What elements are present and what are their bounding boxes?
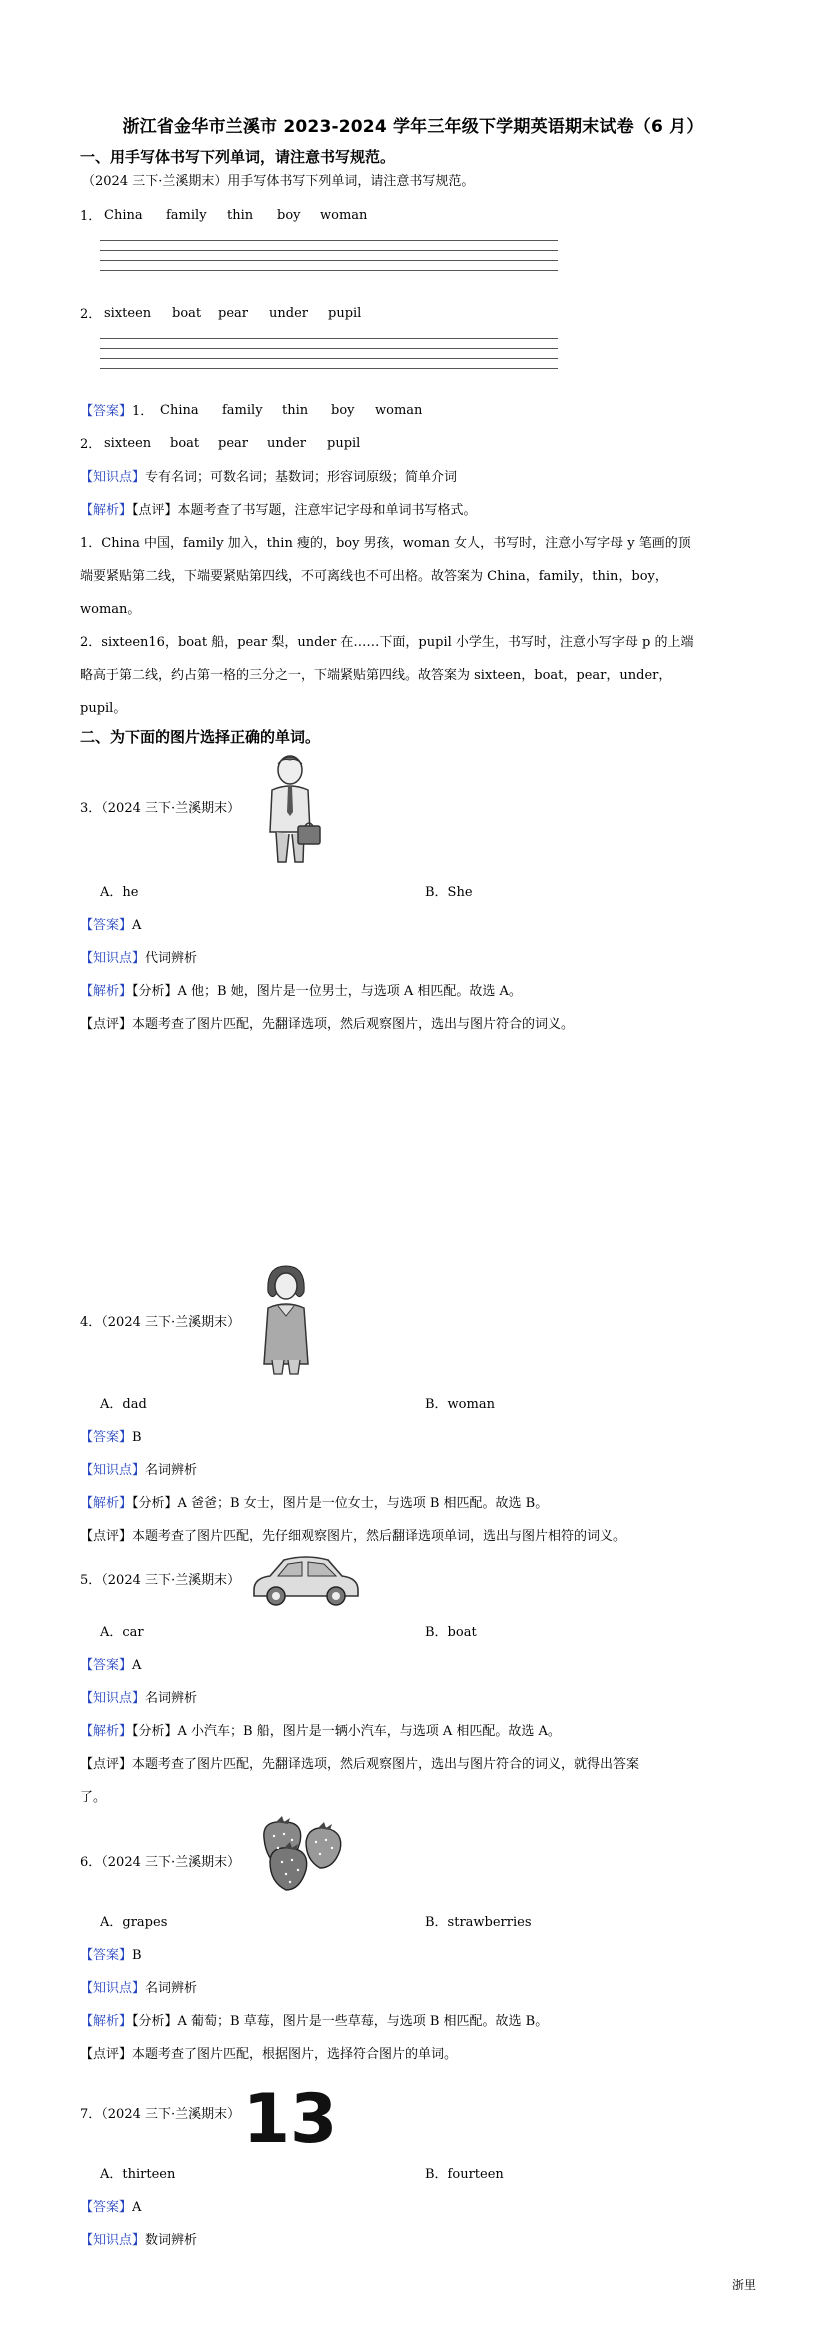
question-3-answer xyxy=(80,917,141,935)
question-6-analysis xyxy=(80,2013,548,2031)
analysis-tag: 【解析】 xyxy=(80,984,133,999)
question-3-option-b[interactable]: B．She xyxy=(425,885,473,900)
knowledge-tag: 【知识点】 xyxy=(80,1981,146,1996)
question-7-answer xyxy=(80,2199,141,2217)
answer-word: boat xyxy=(170,436,200,451)
question-7-number: 7．（2024 三下·兰溪期末） xyxy=(80,2107,241,2122)
analysis-text: 【点评】本题考查了书写题，注意牢记字母和单词书写格式。 xyxy=(132,503,477,518)
question-3-option-a[interactable]: A．he xyxy=(100,885,139,900)
analysis-tag: 【解析】 xyxy=(80,2014,133,2029)
question-5-answer xyxy=(80,1657,141,1675)
question-7-option-a[interactable]: A．thirteen xyxy=(100,2167,176,2182)
page-title: 浙江省金华市兰溪市 2023-2024 学年三年级下学期英语期末试卷（6 月） xyxy=(122,117,704,137)
answer-tag: 【答案】 xyxy=(80,1948,133,1963)
question-3-knowledge xyxy=(80,950,197,968)
car-image xyxy=(250,1552,362,1608)
q1-word: woman xyxy=(320,208,368,223)
answer-word: China xyxy=(160,403,199,418)
analysis-text: 【分析】A 小汽车；B 船，图片是一辆小汽车，与选项 A 相匹配。故选 A。 xyxy=(132,1724,561,1739)
explain-line: 略高于第二线，约占第一格的三分之一，下端紧贴第四线。故答案为 sixteen，boat，pear，under， xyxy=(80,668,672,683)
knowledge-tag: 【知识点】 xyxy=(80,1691,146,1706)
q2-number: 2． xyxy=(80,307,102,322)
knowledge-tag: 【知识点】 xyxy=(80,470,146,485)
answer-word: boy xyxy=(331,403,355,418)
answer-word: under xyxy=(267,436,306,451)
question-4-answer xyxy=(80,1429,142,1447)
knowledge-tag: 【知识点】 xyxy=(80,1463,146,1478)
question-6-answer xyxy=(80,1947,142,1965)
q1-word: family xyxy=(166,208,207,223)
question-7-option-b[interactable]: B．fourteen xyxy=(425,2167,504,2182)
knowledge-text: 名词辨析 xyxy=(145,1463,198,1478)
handwriting-lines-2[interactable] xyxy=(100,338,558,378)
answer-value: A xyxy=(132,2200,142,2215)
question-6-knowledge xyxy=(80,1980,197,1998)
question-5-analysis xyxy=(80,1723,561,1741)
question-5-number: 5．（2024 三下·兰溪期末） xyxy=(80,1573,241,1588)
explain-line: 1．China 中国，family 加入，thin 瘦的，boy 男孩，woman 女人，书写时，注意小写字母 y 笔画的顶 xyxy=(80,536,691,551)
analysis-tag: 【解析】 xyxy=(80,1496,133,1511)
answer-value: B xyxy=(132,1948,142,1963)
explain-line: woman。 xyxy=(80,602,141,617)
knowledge-text: 数词辨析 xyxy=(145,2233,198,2248)
question-4-option-b[interactable]: B．woman xyxy=(425,1397,495,1412)
strawberries-image xyxy=(258,1816,348,1894)
answer-tag: 【答案】 xyxy=(80,918,133,933)
question-4-knowledge xyxy=(80,1462,197,1480)
question-3-number: 3．（2024 三下·兰溪期末） xyxy=(80,801,241,816)
answer-row-1 xyxy=(80,403,153,421)
q1-word: thin xyxy=(227,208,254,223)
answer-word: thin xyxy=(282,403,309,418)
knowledge-text: 代词辨析 xyxy=(145,951,198,966)
question-6-number: 6．（2024 三下·兰溪期末） xyxy=(80,1855,241,1870)
q2-word: pupil xyxy=(328,306,362,321)
question-4-comment: 【点评】本题考查了图片匹配，先仔细观察图片，然后翻译选项单词，选出与图片相符的词义。 xyxy=(80,1529,627,1544)
explain-line: pupil。 xyxy=(80,701,127,716)
answer-word: pear xyxy=(218,436,248,451)
explain-line: 端要紧贴第二线，下端要紧贴第四线，不可离线也不可出格。故答案为 China，family，thin，boy， xyxy=(80,569,668,584)
knowledge-text: 名词辨析 xyxy=(145,1691,198,1706)
answer-word: family xyxy=(222,403,263,418)
answer-tag: 【答案】 xyxy=(80,1658,133,1673)
q2-word: sixteen xyxy=(104,306,152,321)
answer-value: B xyxy=(132,1430,142,1445)
answer-number: 2． xyxy=(80,437,102,452)
knowledge-text: 专有名词；可数名词；基数词；形容词原级；简单介词 xyxy=(145,470,458,485)
question-5-option-b[interactable]: B．boat xyxy=(425,1625,477,1640)
section-1-source: （2024 三下·兰溪期末）用手写体书写下列单词，请注意书写规范。 xyxy=(82,174,475,189)
section-1-heading: 一、用手写体书写下列单词，请注意书写规范。 xyxy=(80,148,396,166)
question-6-option-a[interactable]: A．grapes xyxy=(100,1915,168,1930)
question-4-option-a[interactable]: A．dad xyxy=(100,1397,147,1412)
q1-number: 1． xyxy=(80,209,102,224)
number-13-image xyxy=(242,2070,338,2159)
answer-value: A xyxy=(132,1658,142,1673)
section-2-heading: 二、为下面的图片选择正确的单词。 xyxy=(80,728,321,746)
answer-word: pupil xyxy=(327,436,361,451)
analysis-text: 【分析】A 葡萄；B 草莓，图片是一些草莓，与选项 B 相匹配。故选 B。 xyxy=(132,2014,549,2029)
number-13-text: 13 xyxy=(242,2080,338,2159)
explain-line: 2．sixteen16，boat 船，pear 梨，under 在……下面，pupil 小学生，书写时，注意小写字母 p 的上端 xyxy=(80,635,694,650)
answer-word: sixteen xyxy=(104,436,152,451)
analysis-text: 【分析】A 他；B 她，图片是一位男士，与选项 A 相匹配。故选 A。 xyxy=(132,984,522,999)
analysis-text: 【分析】A 爸爸；B 女士，图片是一位女士，与选项 B 相匹配。故选 B。 xyxy=(132,1496,549,1511)
question-5-comment-cont: 了。 xyxy=(80,1790,107,1805)
answer-tag: 【答案】 xyxy=(80,1430,133,1445)
knowledge-text: 名词辨析 xyxy=(145,1981,198,1996)
answer-number: 1． xyxy=(132,404,154,419)
question-3-analysis xyxy=(80,983,522,1001)
q1-word: boy xyxy=(277,208,301,223)
analysis-row xyxy=(80,502,477,520)
knowledge-tag: 【知识点】 xyxy=(80,2233,146,2248)
answer-tag: 【答案】 xyxy=(80,404,133,419)
question-6-option-b[interactable]: B．strawberries xyxy=(425,1915,532,1930)
question-6-comment: 【点评】本题考查了图片匹配，根据图片，选择符合图片的单词。 xyxy=(80,2047,458,2062)
q1-word: China xyxy=(104,208,143,223)
question-5-knowledge xyxy=(80,1690,197,1708)
man-with-briefcase-image xyxy=(262,752,324,868)
question-4-analysis xyxy=(80,1495,548,1513)
question-3-comment: 【点评】本题考查了图片匹配，先翻译选项，然后观察图片，选出与图片符合的词义。 xyxy=(80,1017,575,1032)
q2-word: pear xyxy=(218,306,248,321)
question-7-knowledge xyxy=(80,2232,197,2250)
analysis-tag: 【解析】 xyxy=(80,503,133,518)
question-4-number: 4．（2024 三下·兰溪期末） xyxy=(80,1315,241,1330)
question-5-option-a[interactable]: A．car xyxy=(100,1625,144,1640)
q2-word: under xyxy=(269,306,308,321)
q2-word: boat xyxy=(172,306,202,321)
knowledge-row xyxy=(80,469,457,487)
answer-word: woman xyxy=(375,403,423,418)
question-5-comment: 【点评】本题考查了图片匹配，先翻译选项，然后观察图片，选出与图片符合的词义，就得出答案 xyxy=(80,1757,640,1772)
knowledge-tag: 【知识点】 xyxy=(80,951,146,966)
handwriting-lines-1[interactable] xyxy=(100,240,558,280)
woman-image xyxy=(260,1264,312,1376)
page-footer: 浙里 xyxy=(731,2278,756,2292)
answer-tag: 【答案】 xyxy=(80,2200,133,2215)
answer-value: A xyxy=(132,918,142,933)
analysis-tag: 【解析】 xyxy=(80,1724,133,1739)
